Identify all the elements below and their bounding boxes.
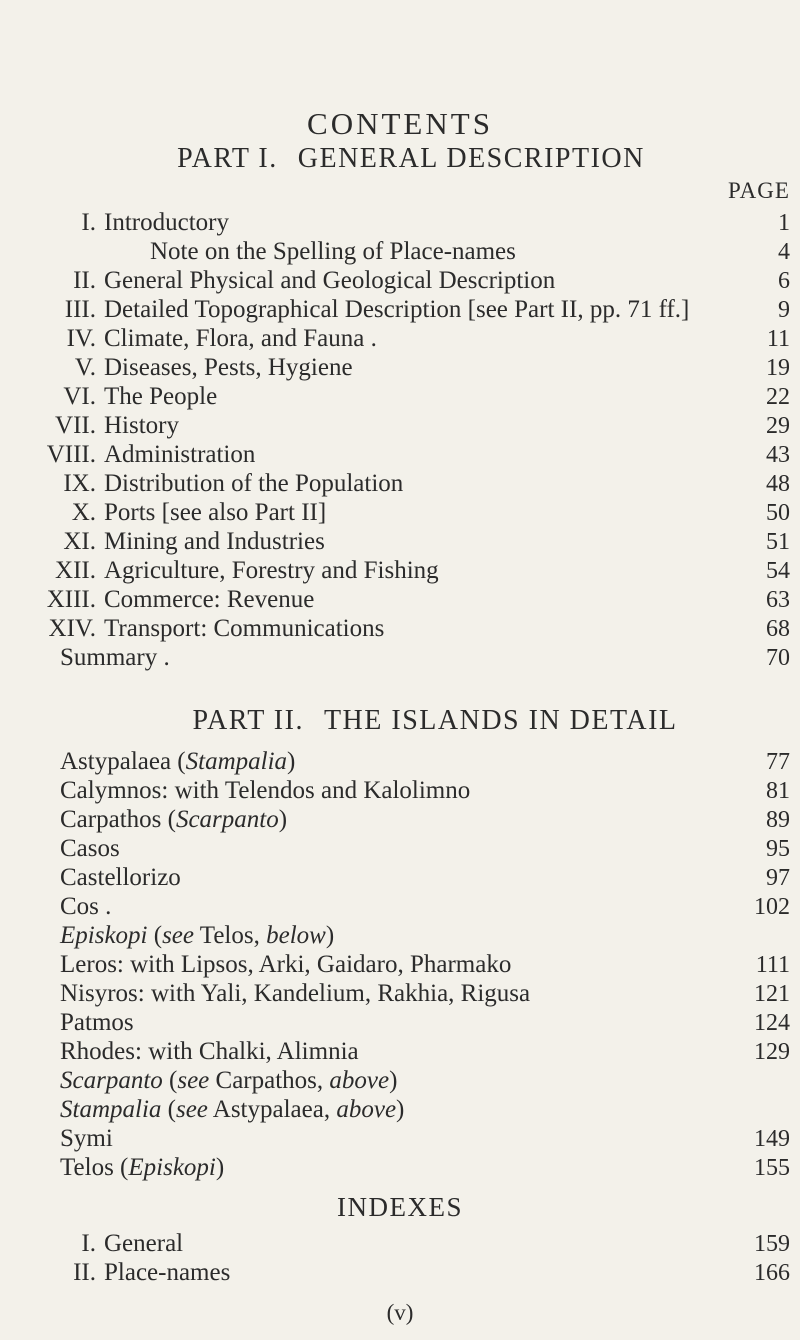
entry-number: I. [81,1230,96,1257]
toc-entry[interactable] [0,644,790,672]
toc-entry[interactable] [60,1038,790,1066]
toc-entry[interactable] [0,499,790,527]
entry-title: Administration [104,441,256,468]
entry-page: 48 [766,471,790,497]
toc-entry[interactable] [0,1230,790,1258]
entry-number: XI. [63,528,96,555]
entry-number: VII. [55,412,96,439]
entry-page: 111 [755,952,790,978]
toc-entry[interactable] [60,922,790,950]
entry-number: XII. [55,557,96,584]
entry-title: Astypalaea (Stampalia) [60,748,296,775]
entry-page: 63 [766,587,790,613]
entry-number: XIV. [48,615,96,642]
entry-page: 81 [766,778,790,804]
entry-title: Place-names [104,1259,231,1286]
entry-title: Nisyros: with Yali, Kandelium, Rakhia, Rigusa [60,980,531,1007]
page-column-label: PAGE [728,178,790,203]
entry-title: Rhodes: with Chalki, Alimnia [60,1038,359,1065]
entry-page: 68 [766,616,790,642]
entry-title: History [104,412,179,439]
toc-entry[interactable] [0,586,790,614]
entry-title: Ports [see also Part II] [104,499,327,526]
entry-title: Diseases, Pests, Hygiene [104,354,353,381]
entry-page: 95 [766,836,790,862]
toc-entry[interactable] [60,777,790,805]
entry-page: 102 [754,894,790,920]
entry-page: 77 [766,749,790,775]
entry-number: III. [64,296,96,323]
toc-entry[interactable] [0,209,790,237]
entry-title: Distribution of the Population [104,470,404,497]
toc-entry[interactable] [0,354,790,382]
toc-entry[interactable] [0,383,790,411]
entry-title: Calymnos: with Telendos and Kalolimno [60,777,471,804]
entry-title: Stampalia (see Astypalaea, above) [60,1096,405,1123]
entry-page: 54 [766,558,790,584]
entry-page: 159 [754,1231,790,1257]
entry-number: X. [71,499,96,526]
toc-entry[interactable] [60,806,790,834]
entry-title: Detailed Topographical Description [see Part II, pp. 71 ff.] [104,296,690,323]
page-folio: (v) [386,1300,414,1325]
entry-title: Mining and Industries [104,528,325,555]
entry-title: Summary . [60,644,170,671]
part2-heading [0,705,800,737]
entry-title: Cos . [60,893,112,920]
part2-text: THE ISLANDS IN DETAIL [323,705,678,736]
entry-title: General Physical and Geological Description [104,267,556,294]
entry-title: Patmos [60,1009,134,1036]
entry-title: Carpathos (Scarpanto) [60,806,288,833]
entry-page: 166 [754,1260,790,1286]
contents-title: CONTENTS [307,106,493,141]
entry-number: IV. [66,325,96,352]
toc-entry[interactable] [60,864,790,892]
toc-entry[interactable] [0,1259,790,1287]
toc-entry[interactable] [0,238,790,266]
entry-page: 51 [766,529,790,555]
toc-entry[interactable] [60,893,790,921]
entry-title: Scarpanto (see Carpathos, above) [60,1067,398,1094]
entry-number: II. [73,267,96,294]
toc-entry[interactable] [60,1067,790,1095]
entry-page: 97 [766,865,790,891]
entry-number: I. [81,209,96,236]
entry-page: 129 [754,1039,790,1065]
toc-entry[interactable] [60,1009,790,1037]
toc-entry[interactable] [0,528,790,556]
toc-entry[interactable] [0,441,790,469]
entry-page: 22 [766,384,790,410]
toc-entry[interactable] [60,951,790,979]
entry-title: Casos [60,835,120,862]
toc-entry[interactable] [60,1154,790,1182]
entry-number: II. [73,1259,96,1286]
entry-number: VI. [63,383,96,410]
entry-page: 121 [754,981,790,1007]
entry-title: Leros: with Lipsos, Arki, Gaidaro, Pharmako [60,951,512,978]
toc-entry[interactable] [60,748,790,776]
entry-title: Telos (Episkopi) [60,1154,225,1181]
entry-number: V. [74,354,96,381]
entry-page: 4 [778,239,790,265]
part1-text: GENERAL DESCRIPTION [297,143,645,174]
entry-title: Introductory [104,209,229,236]
toc-entry[interactable] [0,557,790,585]
entry-number: IX. [63,470,96,497]
part1-label: PART I. [177,143,278,174]
part2-label: PART II. [192,705,304,736]
entry-page: 155 [754,1155,790,1181]
toc-entry[interactable] [60,1096,790,1124]
entry-title: General [104,1230,184,1257]
entry-page: 43 [766,442,790,468]
entry-title: Episkopi (see Telos, below) [60,922,335,949]
toc-entry[interactable] [0,412,790,440]
toc-entry[interactable] [0,325,790,353]
toc-entry[interactable] [0,296,790,324]
toc-entry[interactable] [60,1125,790,1153]
entry-title: Climate, Flora, and Fauna . [104,325,377,352]
toc-entry[interactable] [60,980,790,1008]
entry-page: 1 [778,210,790,236]
toc-entry[interactable] [0,470,790,498]
entry-title: Castellorizo [60,864,181,891]
entry-page: 6 [778,268,790,294]
entry-page: 11 [766,326,790,352]
indexes-heading: INDEXES [337,1192,463,1222]
entry-page: 9 [778,297,790,323]
entry-title: Commerce: Revenue [104,586,315,613]
entry-number: XIII. [46,586,96,613]
entry-number: VIII. [46,441,96,468]
entry-page: 70 [766,645,790,671]
toc-entry[interactable] [0,615,790,643]
entry-page: 50 [766,500,790,526]
entry-title: Transport: Communications [104,615,385,642]
entry-page: 124 [754,1010,790,1036]
toc-entry[interactable] [0,267,790,295]
entry-title: Agriculture, Forestry and Fishing [104,557,439,584]
entry-page: 29 [766,413,790,439]
entry-title: Symi [60,1125,113,1152]
part1-heading [0,143,800,175]
toc-entry[interactable] [60,835,790,863]
entry-title: Note on the Spelling of Place-names [150,238,516,265]
entry-page: 19 [766,355,790,381]
entry-page: 149 [754,1126,790,1152]
entry-title: The People [104,383,218,410]
entry-page: 89 [766,807,790,833]
